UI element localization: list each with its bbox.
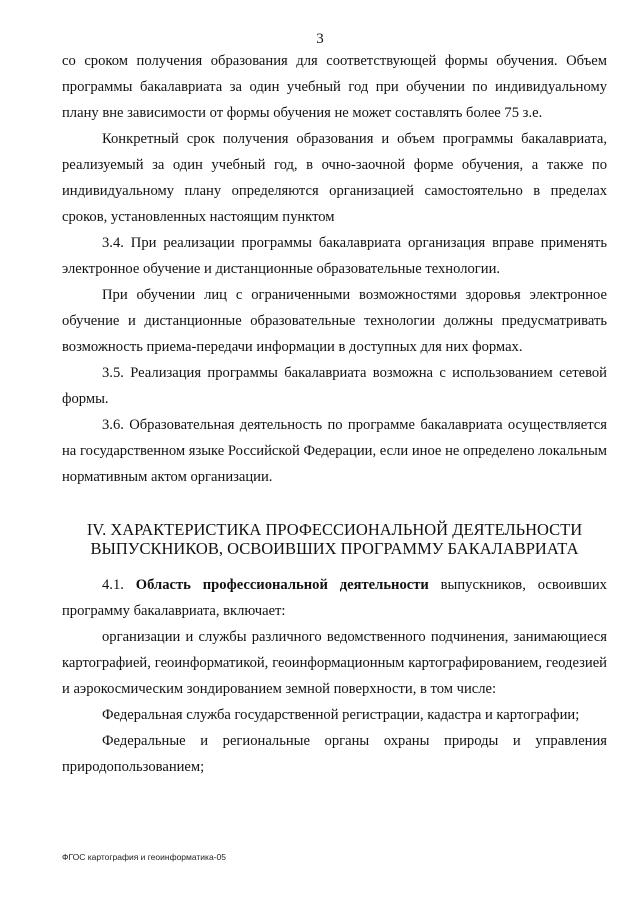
page-number: 3: [316, 31, 324, 47]
section-heading-line-1: IV. ХАРАКТЕРИСТИКА ПРОФЕССИОНАЛЬНОЙ ДЕЯТЕЛЬНОСТИ: [86, 520, 583, 539]
clause-rest: выпускников, освоивших программу бакалавриата, включает:: [62, 577, 607, 619]
paragraph-3-6: 3.6. Образовательная деятельность по программе бакалавриата осуществляется на государственном языке Российской Федерации, если иное не определено локальным нормативным актом организации.: [62, 417, 607, 485]
paragraph-organizations: организации и службы различного ведомственного подчинения, занимающиеся картографией, геоинформатикой, геоинформационным картографированием, геодезией и аэрокосмическим зондированием земной поверхности, в том числе:: [62, 629, 607, 697]
paragraph-specific-term: Конкретный срок получения образования и объем программы бакалавриата, реализуемый за один учебный год, в очно-заочной форме обучения, а также по индивидуальному плану определяются организацией самостоятельно в пределах сроков, установленных настоящим пунктом: [62, 131, 607, 225]
footer-doc-id: ФГОС картография и геоинформатика-05: [62, 852, 226, 862]
paragraph-3-4: 3.4. При реализации программы бакалавриата организация вправе применять электронное обучение и дистанционные образовательные технологии.: [62, 235, 607, 277]
paragraph-3-5: 3.5. Реализация программы бакалавриата возможна с использованием сетевой формы.: [62, 365, 607, 407]
clause-number: 4.1.: [102, 577, 124, 593]
section-heading-line-2: ВЫПУСКНИКОВ, ОСВОИВШИХ ПРОГРАММУ БАКАЛАВРИАТА: [90, 539, 579, 558]
body-text-lower: [62, 572, 607, 780]
section-heading: [62, 520, 607, 558]
paragraph-rosreestr: Федеральная служба государственной регистрации, кадастра и картографии;: [102, 707, 580, 723]
body-text-upper: [62, 48, 607, 490]
paragraph-disabilities: При обучении лиц с ограниченными возможностями здоровья электронное обучение и дистанционные образовательные технологии должны предусматривать возможность приема-передачи информации в доступных для них формах.: [62, 287, 607, 355]
paragraph-continuation: со сроком получения образования для соответствующей формы обучения. Объем программы бакалавриата за один учебный год при обучении по индивидуальному плану вне зависимости от формы обучения не может составлять более 75 з.е.: [62, 53, 607, 121]
clause-term: Область профессиональной деятельности: [135, 577, 429, 593]
paragraph-4-1: [62, 572, 607, 624]
paragraph-nature-bodies: Федеральные и региональные органы охраны природы и управления природопользованием;: [62, 733, 607, 775]
